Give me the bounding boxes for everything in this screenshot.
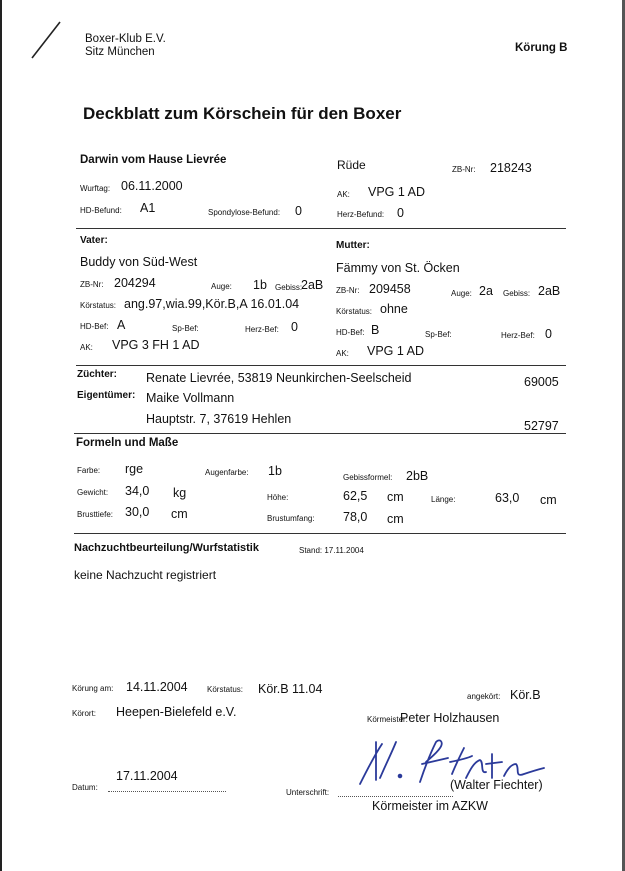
vater-auge-label: Auge: bbox=[211, 282, 232, 291]
dog-name: Darwin vom Hause Lievrée bbox=[80, 154, 227, 166]
gebissformel-label: Gebissformel: bbox=[343, 473, 393, 482]
mutter-herz-value: 0 bbox=[545, 327, 552, 341]
mutter-heading: Mutter: bbox=[336, 240, 370, 251]
scan-edge-left bbox=[0, 0, 2, 871]
mutter-herz-label: Herz-Bef: bbox=[501, 331, 535, 340]
spondylose-value: 0 bbox=[295, 204, 302, 218]
divider-2 bbox=[76, 365, 566, 366]
nachzucht-heading: Nachzuchtbeurteilung/Wurfstatistik bbox=[74, 542, 259, 554]
koerung-am-label: Körung am: bbox=[72, 684, 114, 693]
brusttiefe-label: Brusttiefe: bbox=[77, 510, 114, 519]
eigentuemer-number: 52797 bbox=[524, 419, 559, 433]
mutter-auge-value: 2a bbox=[479, 284, 493, 298]
page-title: Deckblatt zum Körschein für den Boxer bbox=[83, 104, 402, 123]
zuechter-value: Renate Lievrée, 53819 Neunkirchen-Seelscheid bbox=[146, 371, 412, 385]
farbe-label: Farbe: bbox=[77, 466, 101, 475]
mutter-name: Fämmy von St. Öcken bbox=[336, 261, 460, 275]
vater-hd-label: HD-Bef: bbox=[80, 322, 109, 331]
brusttiefe-unit: cm bbox=[171, 507, 188, 521]
footer-date-value: 17.11.2004 bbox=[116, 769, 178, 783]
mutter-koerstatus-label: Körstatus: bbox=[336, 307, 373, 316]
mutter-hd-label: HD-Bef: bbox=[336, 328, 365, 337]
divider-4 bbox=[74, 533, 566, 534]
mutter-ak-value: VPG 1 AD bbox=[367, 344, 424, 358]
pen-mark-icon bbox=[28, 18, 64, 62]
gewicht-value: 34,0 bbox=[125, 484, 150, 498]
brustumfang-value: 78,0 bbox=[343, 510, 368, 524]
laenge-value: 63,0 bbox=[495, 491, 520, 505]
mutter-ak-label: AK: bbox=[336, 349, 349, 358]
laenge-unit: cm bbox=[540, 493, 557, 507]
dog-ak-label: AK: bbox=[337, 190, 350, 199]
koerstatus-label: Körstatus: bbox=[207, 685, 244, 694]
nachzucht-stand: Stand: 17.11.2004 bbox=[299, 546, 364, 555]
vater-zb-label: ZB-Nr: bbox=[80, 280, 104, 289]
angekoert-value: Kör.B bbox=[510, 688, 541, 702]
spondylose-label: Spondylose-Befund: bbox=[208, 208, 281, 217]
mutter-hd-value: B bbox=[371, 323, 380, 337]
dog-zb-value: 218243 bbox=[490, 161, 532, 175]
laenge-label: Länge: bbox=[431, 495, 456, 504]
hd-label: HD-Befund: bbox=[80, 206, 122, 215]
vater-hd-value: A bbox=[117, 318, 126, 332]
vater-zb-value: 204294 bbox=[114, 276, 156, 290]
koermeister-label: Körmeister: bbox=[367, 715, 408, 724]
dog-sex: Rüde bbox=[337, 158, 366, 172]
signer-name: (Walter Fiechter) bbox=[450, 778, 543, 792]
vater-koerstatus-label: Körstatus: bbox=[80, 301, 117, 310]
brusttiefe-value: 30,0 bbox=[125, 505, 150, 519]
eigentuemer-label: Eigentümer: bbox=[77, 390, 136, 401]
dog-zb-label: ZB-Nr: bbox=[452, 165, 476, 174]
datum-label: Datum: bbox=[72, 783, 98, 792]
wurftag-label: Wurftag: bbox=[80, 184, 111, 193]
vater-heading: Vater: bbox=[80, 235, 108, 246]
formeln-heading: Formeln und Maße bbox=[76, 437, 179, 449]
datum-line bbox=[108, 791, 226, 792]
koerort-value: Heepen-Bielefeld e.V. bbox=[116, 705, 237, 719]
club-seat: Sitz München bbox=[85, 46, 155, 58]
eigentuemer-name: Maike Vollmann bbox=[146, 391, 235, 405]
mutter-sp-label: Sp-Bef: bbox=[425, 330, 452, 339]
vater-gebiss-value: 2aB bbox=[301, 278, 324, 292]
herz-label: Herz-Befund: bbox=[337, 210, 385, 219]
gewicht-unit: kg bbox=[173, 486, 187, 500]
gebissformel-value: 2bB bbox=[406, 469, 429, 483]
angekoert-label: angekört: bbox=[467, 692, 501, 701]
vater-herz-label: Herz-Bef: bbox=[245, 325, 279, 334]
gewicht-label: Gewicht: bbox=[77, 488, 109, 497]
hoehe-value: 62,5 bbox=[343, 489, 368, 503]
vater-gebiss-label: Gebiss: bbox=[275, 283, 303, 292]
divider-3 bbox=[74, 433, 566, 434]
mutter-koerstatus-value: ohne bbox=[380, 302, 408, 316]
signer-role: Körmeister im AZKW bbox=[372, 799, 488, 813]
eigentuemer-address: Hauptstr. 7, 37619 Hehlen bbox=[146, 412, 292, 426]
vater-sp-label: Sp-Bef: bbox=[172, 324, 199, 333]
wurftag-value: 06.11.2000 bbox=[121, 179, 183, 193]
unterschrift-line bbox=[338, 796, 453, 797]
nachzucht-text: keine Nachzucht registriert bbox=[74, 568, 217, 582]
koermeister-value: Peter Holzhausen bbox=[400, 711, 500, 725]
augenfarbe-label: Augenfarbe: bbox=[205, 468, 249, 477]
herz-value: 0 bbox=[397, 206, 404, 220]
vater-herz-value: 0 bbox=[291, 320, 298, 334]
mutter-auge-label: Auge: bbox=[451, 289, 472, 298]
vater-ak-value: VPG 3 FH 1 AD bbox=[112, 338, 200, 352]
zuechter-label: Züchter: bbox=[77, 369, 117, 380]
divider-1 bbox=[76, 228, 566, 229]
augenfarbe-value: 1b bbox=[268, 464, 282, 478]
hoehe-unit: cm bbox=[387, 490, 404, 504]
farbe-value: rge bbox=[125, 462, 144, 476]
brustumfang-unit: cm bbox=[387, 512, 404, 526]
vater-ak-label: AK: bbox=[80, 343, 93, 352]
vater-name: Buddy von Süd-West bbox=[80, 255, 198, 269]
hoehe-label: Höhe: bbox=[267, 493, 289, 502]
koerstatus-value: Kör.B 11.04 bbox=[258, 682, 323, 696]
mutter-zb-label: ZB-Nr: bbox=[336, 286, 360, 295]
koerung-am-value: 14.11.2004 bbox=[126, 680, 188, 694]
club-name: Boxer-Klub E.V. bbox=[85, 33, 166, 45]
vater-koerstatus-value: ang.97,wia.99,Kör.B,A 16.01.04 bbox=[124, 297, 300, 311]
hd-value: A1 bbox=[140, 201, 156, 215]
mutter-gebiss-label: Gebiss: bbox=[503, 289, 531, 298]
mutter-zb-value: 209458 bbox=[369, 282, 411, 296]
vater-auge-value: 1b bbox=[253, 278, 267, 292]
koerort-label: Körort: bbox=[72, 709, 97, 718]
zuechter-number: 69005 bbox=[524, 375, 559, 389]
koerung-class: Körung B bbox=[515, 42, 568, 54]
brustumfang-label: Brustumfang: bbox=[267, 514, 315, 523]
dog-ak-value: VPG 1 AD bbox=[368, 185, 425, 199]
mutter-gebiss-value: 2aB bbox=[538, 284, 561, 298]
unterschrift-label: Unterschrift: bbox=[286, 788, 330, 797]
